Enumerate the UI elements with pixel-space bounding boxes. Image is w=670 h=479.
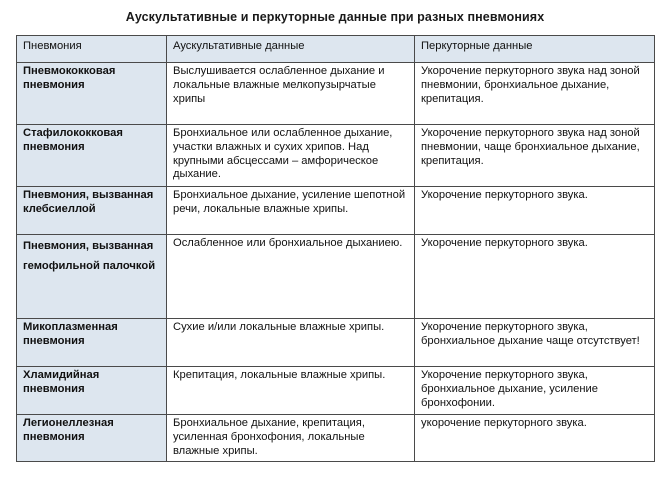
- percussion-cell: Укорочение перкуторного звука.: [415, 187, 655, 235]
- auscultation-cell: Сухие и/или локальные влажные хрипы.: [167, 319, 415, 367]
- percussion-cell: Укорочение перкуторного звука.: [415, 235, 655, 319]
- column-header-pneumonia: Пневмония: [17, 36, 167, 63]
- column-header-percussion: Перкуторные данные: [415, 36, 655, 63]
- pneumonia-table: [16, 35, 655, 462]
- auscultation-cell: Выслушивается ослабленное дыхание и локальные влажные мелкопузырчатые хрипы: [167, 63, 415, 125]
- pneumonia-name: Пневмококковая пневмония: [17, 63, 167, 125]
- pneumonia-name: Микоплазменная пневмония: [17, 319, 167, 367]
- table-row: [17, 63, 655, 125]
- table-row: [17, 235, 655, 319]
- percussion-cell: Укорочение перкуторного звука, бронхиальное дыхание чаще отсутствует!: [415, 319, 655, 367]
- auscultation-cell: Бронхиальное или ослабленное дыхание, участки влажных и сухих хрипов. Над крупными абсцессами – амфорическое дыхание.: [167, 125, 415, 187]
- table-row: [17, 125, 655, 187]
- pneumonia-name: Хламидийная пневмония: [17, 367, 167, 415]
- percussion-cell: укорочение перкуторного звука.: [415, 415, 655, 462]
- table-row: [17, 367, 655, 415]
- auscultation-cell: Крепитация, локальные влажные хрипы.: [167, 367, 415, 415]
- auscultation-cell: Бронхиальное дыхание, усиление шепотной речи, локальные влажные хрипы.: [167, 187, 415, 235]
- table-row: [17, 187, 655, 235]
- pneumonia-name: Пневмония, вызванная гемофильной палочкой: [17, 235, 167, 319]
- pneumonia-name: Пневмония, вызванная клебсиеллой: [17, 187, 167, 235]
- table-row: [17, 319, 655, 367]
- column-header-auscultation: Аускультативные данные: [167, 36, 415, 63]
- table-row: [17, 415, 655, 462]
- page-title: Аускультативные и перкуторные данные при разных пневмониях: [125, 10, 545, 24]
- percussion-cell: Укорочение перкуторного звука над зоной пневмонии, бронхиальное дыхание, крепитация.: [415, 63, 655, 125]
- pneumonia-name: Легионеллезная пневмония: [17, 415, 167, 462]
- auscultation-cell: Ослабленное или бронхиальное дыханиею.: [167, 235, 415, 319]
- percussion-cell: Укорочение перкуторного звука, бронхиальное дыхание, усиление бронхофонии.: [415, 367, 655, 415]
- table-header-row: [17, 36, 655, 63]
- percussion-cell: Укорочение перкуторного звука над зоной пневмонии, чаще бронхиальное дыхание, крепитация.: [415, 125, 655, 187]
- pneumonia-name: Стафилококковая пневмония: [17, 125, 167, 187]
- auscultation-cell: Бронхиальное дыхание, крепитация, усиленная бронхофония, локальные влажные хрипы.: [167, 415, 415, 462]
